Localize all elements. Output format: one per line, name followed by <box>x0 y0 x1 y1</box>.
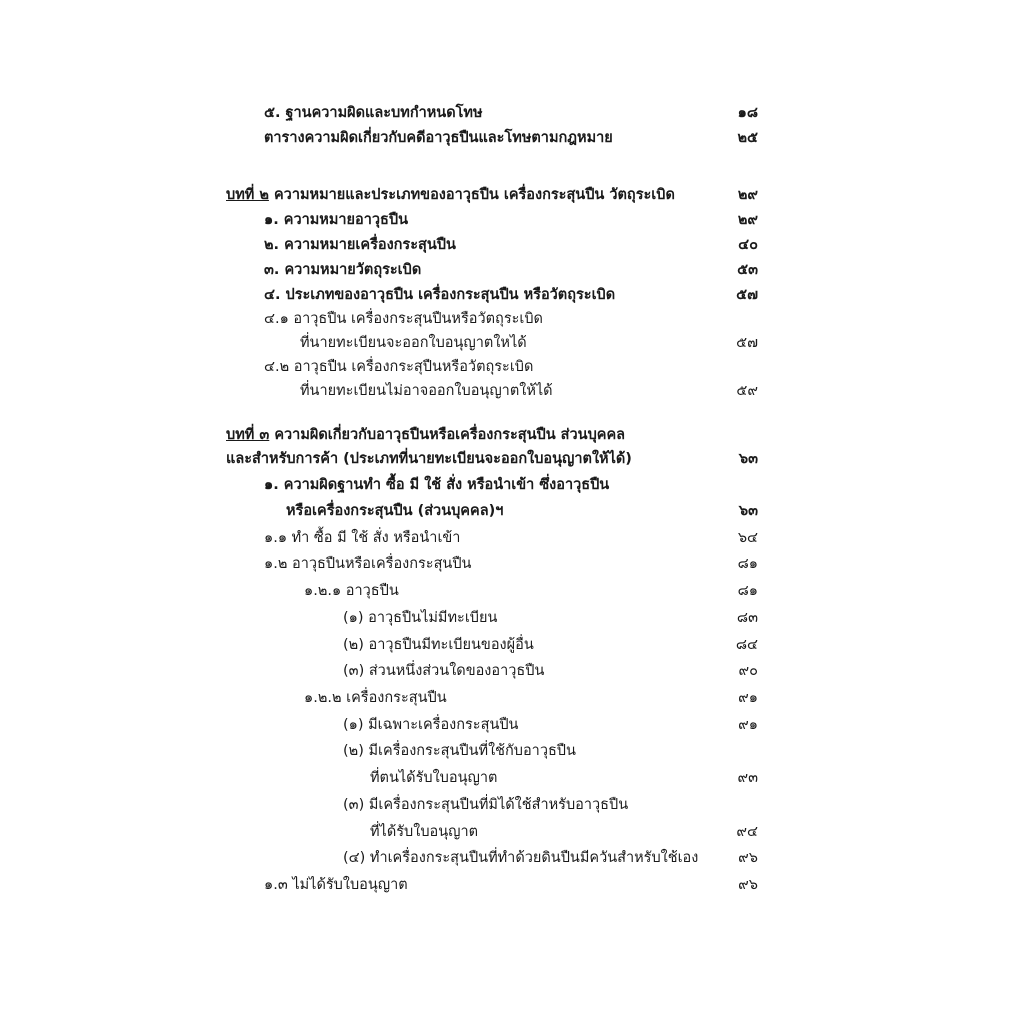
toc-entry <box>0 766 1024 790</box>
toc-page-number: ๙๖ <box>738 877 758 893</box>
toc-page-number: ๘๓ <box>736 610 758 626</box>
toc-chapter-title <box>226 423 625 447</box>
toc-entry <box>0 739 1024 763</box>
toc-entry-title: ตารางความผิดเกี่ยวกับคดีอาวุธปืนและโทษตามกฎหมาย <box>264 130 613 146</box>
toc-page-number: ๘๑ <box>737 583 758 599</box>
toc-entry <box>0 379 1024 403</box>
toc-entry-title: ๑.๓ ไม่ได้รับใบอนุญาต <box>264 877 408 893</box>
toc-entry-title: และสำหรับการค้า (ประเภทที่นายทะเบียนจะออกใบอนุญาตให้ได้) <box>226 451 632 467</box>
toc-entry-title: (๒) อาวุธปืนมีทะเบียนของผู้อื่น <box>343 637 534 653</box>
toc-page-number: ๕๗ <box>736 287 758 303</box>
toc-entry-title: ๑. ความหมายอาวุธปืน <box>264 212 409 228</box>
toc-page-number: ๖๔ <box>737 530 758 546</box>
toc-entry <box>0 283 1024 307</box>
toc-page-number: ๖๓ <box>738 503 758 519</box>
toc-page-number: ๕๓ <box>737 262 758 278</box>
toc-entry <box>0 307 1024 331</box>
toc-entry <box>0 713 1024 737</box>
toc-entry-title: ๒. ความหมายเครื่องกระสุนปืน <box>264 237 456 253</box>
toc-entry <box>0 793 1024 817</box>
toc-entry <box>0 820 1024 844</box>
toc-chapter-title <box>226 183 675 207</box>
toc-page-number: ๙๑ <box>738 690 758 706</box>
toc-entry-title: ๔. ประเภทของอาวุธปืน เครื่องกระสุนปืน หรือวัตถุระเบิด <box>264 287 616 303</box>
toc-entry-title: ที่ตนได้รับใบอนุญาต <box>370 770 498 786</box>
toc-chapter-heading <box>0 423 1024 447</box>
toc-page-number: ๕๗ <box>736 335 758 351</box>
toc-page-number: ๑๘ <box>737 105 758 121</box>
toc-page-number: ๕๙ <box>736 383 758 399</box>
toc-entry <box>0 233 1024 257</box>
toc-page-number: ๒๙ <box>737 212 758 228</box>
toc-entry-title: ๓. ความหมายวัตถุระเบิด <box>264 262 422 278</box>
toc-entry <box>0 331 1024 355</box>
toc-entry-title: (๑) อาวุธปืนไม่มีทะเบียน <box>343 610 498 626</box>
toc-entry-title: ที่นายทะเบียนจะออกใบอนุญาตใหได้ <box>300 335 527 351</box>
toc-entry <box>0 473 1024 497</box>
toc-entry <box>0 526 1024 550</box>
toc-entry <box>0 355 1024 379</box>
toc-page-number: ๙๓ <box>737 770 758 786</box>
toc-page-number: ๙๖ <box>738 850 758 866</box>
toc-entry <box>0 579 1024 603</box>
toc-page-number: ๘๔ <box>735 637 758 653</box>
toc-entry-title: ที่นายทะเบียนไม่อาจออกใบอนุญาตให้ได้ <box>300 383 553 399</box>
toc-entry <box>0 258 1024 282</box>
toc-entry-title: ๑.๒.๑ อาวุธปืน <box>304 583 399 599</box>
toc-entry <box>0 633 1024 657</box>
toc-entry-title: ๑.๒ อาวุธปืนหรือเครื่องกระสุนปืน <box>264 556 472 572</box>
toc-entry-title: ๔.๑ อาวุธปืน เครื่องกระสุนปืนหรือวัตถุระเบิด <box>264 311 543 327</box>
toc-entry-title: ๑.๑ ทำ ซื้อ มี ใช้ สั่ง หรือนำเข้า <box>264 530 461 546</box>
toc-entry <box>0 686 1024 710</box>
toc-entry-title: ที่ได้รับใบอนุญาต <box>370 824 479 840</box>
toc-entry-title: ๕. ฐานความผิดและบทกำหนดโทษ <box>264 105 483 121</box>
toc-page-number: ๖๓ <box>738 451 758 467</box>
toc-entry-title: (๑) มีเฉพาะเครื่องกระสุนปืน <box>343 717 519 733</box>
toc-entry <box>0 552 1024 576</box>
chapter-title-text: ความผิดเกี่ยวกับอาวุธปืนหรือเครื่องกระสุนปืน ส่วนบุคคล <box>269 427 626 443</box>
toc-page-number: ๒๕ <box>737 130 758 146</box>
toc-entry-title: ๔.๒ อาวุธปืน เครื่องกระสุปืนหรือวัตถุระเบิด <box>264 359 534 375</box>
toc-entry-title: (๓) ส่วนหนึ่งส่วนใดของอาวุธปืน <box>343 663 545 679</box>
toc-page-number: ๒๙ <box>737 187 758 203</box>
toc-page-number: ๙๐ <box>738 663 758 679</box>
toc-entry <box>0 873 1024 897</box>
toc-page-number: ๘๑ <box>737 556 758 572</box>
toc-entry-title: ๑.๒.๒ เครื่องกระสุนปืน <box>304 690 447 706</box>
toc-entry <box>0 447 1024 471</box>
toc-page-number: ๙๔ <box>736 824 758 840</box>
toc-entry <box>0 101 1024 125</box>
toc-entry-title: (๓) มีเครื่องกระสุนปืนที่มิได้ใช้สำหรับอาวุธปืน <box>343 797 629 813</box>
toc-entry <box>0 499 1024 523</box>
toc-entry <box>0 846 1024 870</box>
chapter-number: บทที่ ๒ <box>226 187 269 203</box>
chapter-number: บทที่ ๓ <box>226 427 270 443</box>
toc-entry-title: (๔) ทำเครื่องกระสุนปืนที่ทำด้วยดินปืนมีควันสำหรับใช้เอง <box>343 850 699 866</box>
toc-entry-title: หรือเครื่องกระสุนปืน (ส่วนบุคคล)ฯ <box>286 503 504 519</box>
toc-entry <box>0 208 1024 232</box>
toc-page-number: ๙๑ <box>738 717 758 733</box>
toc-entry <box>0 606 1024 630</box>
toc-page-number: ๔๐ <box>738 237 758 253</box>
toc-entry <box>0 126 1024 150</box>
toc-entry <box>0 659 1024 683</box>
chapter-title-text: ความหมายและประเภทของอาวุธปืน เครื่องกระสุนปืน วัตถุระเบิด <box>268 187 675 203</box>
toc-entry-title: ๑. ความผิดฐานทำ ซื้อ มี ใช้ สั่ง หรือนำเข้า ซึ่งอาวุธปืน <box>264 477 610 493</box>
toc-entry-title: (๒) มีเครื่องกระสุนปืนที่ใช้กับอาวุธปืน <box>343 743 576 759</box>
toc-chapter-heading <box>0 183 1024 207</box>
